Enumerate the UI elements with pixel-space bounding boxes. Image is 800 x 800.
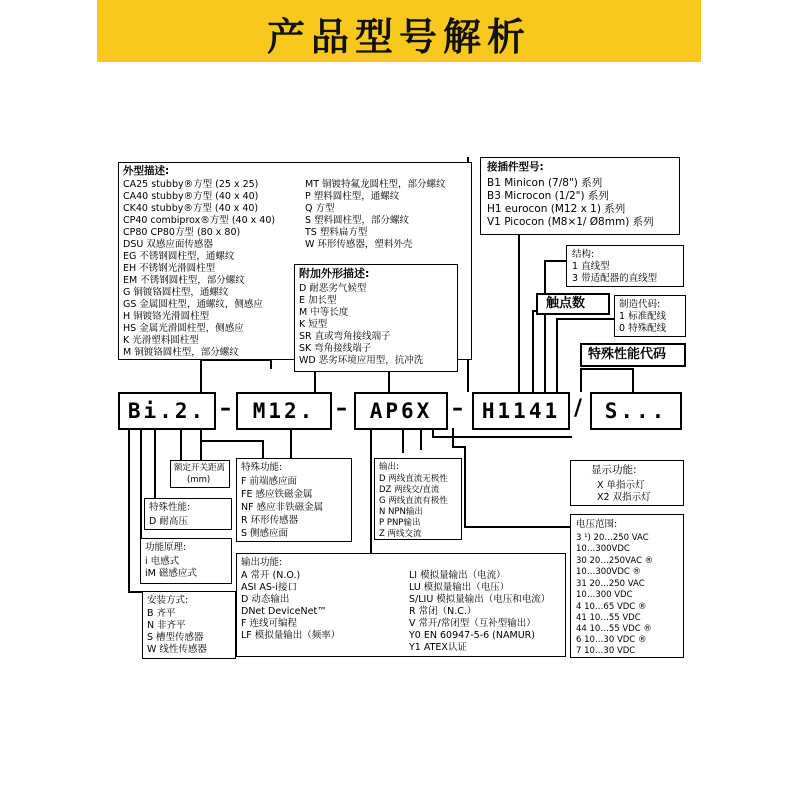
code-dash: – (220, 396, 231, 421)
special-function-box (236, 458, 352, 542)
extra-shape-item: SR 直或弯角接线端子 (299, 331, 391, 342)
output-item: P PNP输出 (379, 518, 421, 528)
shape-item: G 铜镀铬圆柱型，通螺纹 (123, 287, 229, 298)
special-performance-code-label: 特殊性能代码 (588, 347, 667, 362)
output-item: G 两线直流有极性 (379, 496, 448, 506)
voltage-item: 41 10…55 VDC (576, 613, 641, 623)
code-slash: / (574, 396, 583, 421)
shape-item: GS 金属圆柱型，通螺纹，侧感应 (123, 299, 263, 310)
display-item: X 单指示灯 (597, 480, 645, 491)
special-function-item: FE 感应铁磁金属 (241, 489, 313, 500)
output-item: Z 两线交流 (379, 529, 422, 539)
voltage-item: 30 20…250VAC ® (576, 556, 654, 566)
code-dash: – (336, 396, 347, 421)
special-function-item: F 前端感应面 (241, 476, 297, 487)
voltage-range-box (570, 514, 684, 658)
connector-item: V1 Picocon (M8×1/ Ø8mm) 系列 (487, 216, 654, 228)
special-performance-code-box (580, 343, 686, 367)
connector-header: 接插件型号: (487, 161, 544, 173)
structure-header: 结构: (572, 249, 595, 260)
special-property-item: D 耐高压 (149, 516, 188, 527)
display-item: X2 双指示灯 (597, 492, 651, 503)
extra-shape-item: SK 弯角接线端子 (299, 343, 372, 354)
manufacture-item: 1 标准配线 (619, 311, 667, 322)
output-header: 输出: (379, 462, 399, 472)
manufacture-header: 制造代码: (619, 299, 661, 310)
shape-item: M 铜镀铬圆柱型，部分螺纹 (123, 347, 239, 358)
mounting-item: B 齐平 (147, 608, 176, 619)
code-segment-2: M12. (236, 392, 332, 430)
shape-header: 外型描述: (123, 165, 170, 177)
structure-item: 1 直线型 (572, 261, 610, 272)
shape-item: EM 不锈钢圆柱型，部分螺纹 (123, 275, 245, 286)
shape-item: CP80 CP80方型 (80 x 80) (123, 227, 241, 238)
mounting-box (142, 591, 236, 659)
shape-item: S 塑料圆柱型，部分螺纹 (305, 215, 410, 226)
principle-header: 功能原理: (145, 542, 187, 553)
special-function-item: S 侧感应面 (241, 528, 289, 539)
contacts-label-box (536, 293, 610, 315)
structure-item: 3 带适配器的直线型 (572, 273, 658, 284)
principle-item: iM 磁感应式 (145, 568, 197, 579)
voltage-item: 10…300 VDC (576, 590, 633, 600)
extra-shape-header: 附加外形描述: (299, 267, 370, 280)
special-function-item: NF 感应非铁磁金属 (241, 502, 324, 513)
voltage-item: 44 10…55 VDC ® (576, 624, 652, 634)
code-segment-1: Bi.2. (118, 392, 216, 430)
shape-item: CK40 stubby®方型 (40 x 40) (123, 203, 259, 214)
shape-item: CP40 combiprox®方型 (40 x 40) (123, 215, 276, 226)
mounting-item: S 槽型传感器 (147, 632, 204, 643)
output-function-item: S/LIU 模拟量输出（电压和电流） (409, 594, 551, 605)
extra-shape-item: E 加长型 (299, 295, 337, 306)
shape-item: K 光滑塑料圆柱型 (123, 335, 199, 346)
voltage-item: 6 10…30 VDC ® (576, 635, 647, 645)
output-function-item: DNet DeviceNet™ (241, 606, 327, 617)
output-function-item: A 常开 (N.O.) (241, 570, 301, 581)
shape-item: CA25 stubby®方型 (25 x 25) (123, 179, 259, 190)
voltage-item: 4 10…65 VDC ® (576, 602, 647, 612)
voltage-item: 31 20…250 VAC (576, 579, 645, 589)
output-function-item: LU 模拟量输出（电压） (409, 582, 510, 593)
output-function-item: Y0 EN 60947-5-6 (NAMUR) (409, 630, 535, 641)
connector-type-box (480, 157, 680, 235)
shape-item: HS 金属光滑圆柱型，侧感应 (123, 323, 244, 334)
special-property-header: 特殊性能: (149, 502, 191, 513)
principle-item: i 电感式 (145, 556, 180, 567)
shape-item: MT 铜镀特氟龙圆柱型，部分螺纹 (305, 179, 446, 190)
connector-item: H1 eurocon (M12 x 1) 系列 (487, 203, 626, 215)
page-title: 产品型号解析 (266, 15, 531, 59)
shape-item: W 环形传感器，塑料外壳 (305, 239, 413, 250)
output-box (374, 458, 462, 540)
output-function-item: LF 模拟量输出（频率） (241, 630, 341, 641)
code-segment-4: H1141 (472, 392, 570, 430)
extra-shape-item: WD 恶劣环境应用型，抗冲洗 (299, 355, 424, 366)
structure-box (566, 245, 684, 287)
manufacture-item: 0 特殊配线 (619, 323, 667, 334)
switching-distance-label: 额定开关距离 (174, 463, 226, 473)
extra-shape-item: D 耐恶劣气候型 (299, 283, 367, 294)
shape-item: H 铜镀铬光滑圆柱型 (123, 311, 210, 322)
code-dash: – (452, 396, 463, 421)
output-function-item: R 常闭（N.C.） (409, 606, 477, 617)
shape-item: TS 塑料扁方型 (305, 227, 368, 238)
output-item: DZ 两线交/直流 (379, 485, 440, 495)
special-function-header: 特殊功能: (241, 462, 283, 473)
output-function-header: 输出功能: (241, 557, 283, 568)
extra-shape-box (294, 264, 458, 372)
display-function-box (570, 460, 684, 506)
code-segment-5: S... (590, 392, 682, 430)
mounting-item: N 非齐平 (147, 620, 186, 631)
output-function-box (236, 553, 566, 657)
output-function-item: D 动态输出 (241, 594, 290, 605)
output-function-item: LI 模拟量输出（电流） (409, 570, 506, 581)
special-function-item: R 环形传感器 (241, 515, 299, 526)
output-function-item: Y1 ATEX认证 (409, 642, 467, 653)
voltage-item: 10…300VDC ® (576, 567, 642, 577)
output-function-item: ASI AS-i接口 (241, 582, 297, 593)
switching-distance-box (170, 460, 230, 488)
function-principle-box (140, 538, 232, 584)
output-function-item: V 常开/常闭型（互补型输出） (409, 618, 536, 629)
output-item: N NPN输出 (379, 507, 423, 517)
shape-item: P 塑料圆柱型，通螺纹 (305, 191, 400, 202)
extra-shape-item: M 中等长度 (299, 307, 349, 318)
shape-item: EH 不锈钢光滑圆柱型 (123, 263, 216, 274)
contacts-label: 触点数 (546, 296, 586, 311)
output-item: D 两线直流无极性 (379, 474, 448, 484)
code-segment-3: AP6X (354, 392, 448, 430)
mounting-header: 安装方式: (147, 595, 189, 606)
shape-item: CA40 stubby®方型 (40 x 40) (123, 191, 259, 202)
voltage-item: 10…300VDC (576, 544, 630, 554)
voltage-item: 7 10…30 VDC (576, 646, 636, 656)
voltage-item: 3 ¹) 20…250 VAC (576, 533, 649, 543)
special-property-box (144, 498, 232, 530)
title-banner (97, 0, 701, 62)
mounting-item: W 线性传感器 (147, 644, 207, 655)
manufacture-code-box (614, 295, 686, 337)
connector-item: B3 Microcon (1/2") 系列 (487, 190, 609, 202)
shape-item: Q 方型 (305, 203, 335, 214)
shape-item: DSU 双感应面传感器 (123, 239, 213, 250)
shape-item: EG 不锈钢圆柱型，通螺纹 (123, 251, 235, 262)
output-function-item: F 连线可编程 (241, 618, 297, 629)
switching-distance-unit: (mm) (187, 475, 211, 485)
extra-shape-item: K 短型 (299, 319, 328, 330)
display-header: 显示功能: (591, 464, 637, 476)
voltage-header: 电压范围: (576, 519, 618, 530)
connector-item: B1 Minicon (7/8") 系列 (487, 177, 603, 189)
